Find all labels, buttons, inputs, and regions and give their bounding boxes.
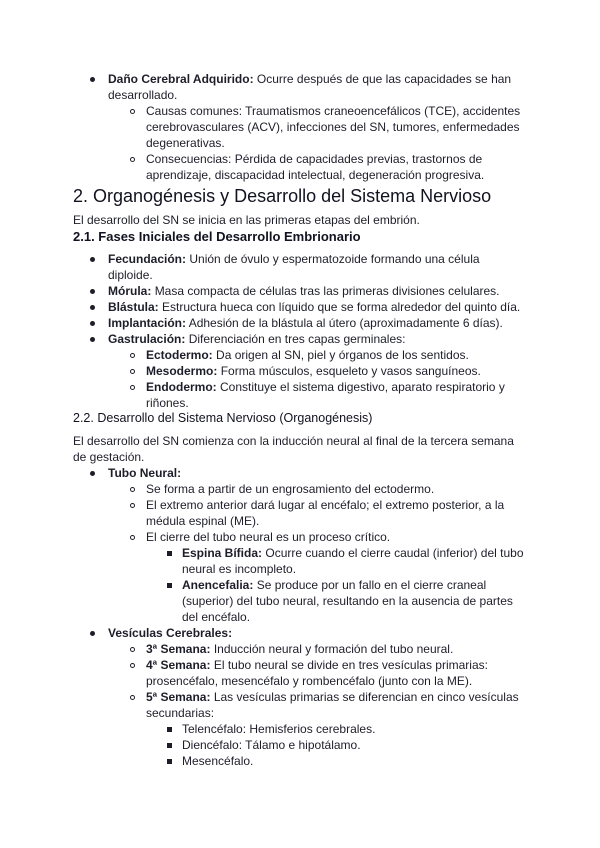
paragraph-2-2-line-2: de gestación. xyxy=(73,450,145,464)
causas-line-2: cerebrovasculares (ACV), infecciones del SN, tumores, enfermedades xyxy=(146,120,520,134)
bullet-dot xyxy=(90,77,95,82)
subsection-heading-2-1: 2.1. Fases Iniciales del Desarrollo Embrionario xyxy=(73,229,361,244)
anencefalia-text: Se produce por un fallo en el cierre craneal xyxy=(256,578,487,592)
morula-label: Mórula: xyxy=(108,284,152,298)
bullet-square xyxy=(167,583,172,588)
bullet-circle xyxy=(130,695,135,700)
anencefalia-item xyxy=(182,577,486,593)
blastula-text: Estructura hueca con líquido que se forma alrededor del quinto día. xyxy=(162,300,521,314)
gastrulacion-label: Gastrulación: xyxy=(108,332,186,346)
dano-item xyxy=(108,71,511,87)
implantacion-item xyxy=(108,315,503,331)
semana-4-label: 4ª Semana: xyxy=(146,658,211,672)
bullet-dot xyxy=(90,289,95,294)
semana-5-text: Las vesículas primarias se diferencian en cinco vesículas xyxy=(213,690,519,704)
blastula-item xyxy=(108,299,520,315)
bullet-circle xyxy=(130,385,135,390)
bullet-dot xyxy=(90,305,95,310)
fecundacion-item xyxy=(108,251,480,267)
ectodermo-text: Da origen al SN, piel y órganos de los sentidos. xyxy=(216,348,469,362)
consec-line-1: Consecuencias: Pérdida de capacidades previas, trastornos de xyxy=(146,152,483,166)
ectodermo-item xyxy=(146,347,469,363)
anencefalia-text-cont-2: del encéfalo. xyxy=(182,610,251,624)
semana-5-item xyxy=(146,689,519,705)
mesodermo-label: Mesodermo: xyxy=(146,364,218,378)
bullet-dot xyxy=(90,631,95,636)
bullet-circle xyxy=(130,647,135,652)
bullet-square xyxy=(167,743,172,748)
mesencefalo-item: Mesencéfalo. xyxy=(182,754,254,768)
espina-bifida-text-cont: neural es incompleto. xyxy=(182,562,297,576)
paragraph-2-2-line-1: El desarrollo del SN comienza con la inducción neural al final de la tercera semana xyxy=(73,434,514,448)
morula-text: Masa compacta de células tras las primeras divisiones celulares. xyxy=(154,284,500,298)
causas-line-3: degenerativas. xyxy=(146,136,225,150)
fecundacion-text: Unión de óvulo y espermatozoide formando una célula xyxy=(189,252,480,266)
mesodermo-item xyxy=(146,363,481,379)
bullet-square xyxy=(167,551,172,556)
semana-5-label: 5ª Semana: xyxy=(146,690,211,704)
semana-3-text: Inducción neural y formación del tubo neural. xyxy=(213,642,454,656)
semana-3-label: 3ª Semana: xyxy=(146,642,211,656)
tubo-a: Se forma a partir de un engrosamiento del ectodermo. xyxy=(146,482,435,496)
bullet-square xyxy=(167,759,172,764)
bullet-circle xyxy=(130,663,135,668)
vesiculas-label: Vesículas Cerebrales: xyxy=(108,626,233,640)
tubo-b-line-2: médula espinal (ME). xyxy=(146,514,260,528)
semana-4-text-cont: prosencéfalo, mesencéfalo y rombencéfalo (junto con la ME). xyxy=(146,674,473,688)
causas-line-1: Causas comunes: Traumatismos craneoencefálicos (TCE), accidentes xyxy=(146,104,521,118)
dano-text: Ocurre después de que las capacidades se han xyxy=(256,72,512,86)
bullet-dot xyxy=(90,471,95,476)
semana-3-item xyxy=(146,641,453,657)
semana-5-text-cont: secundarias: xyxy=(146,706,215,720)
subsection-heading-2-2: 2.2. Desarrollo del Sistema Nervioso (Organogénesis) xyxy=(73,411,373,425)
endodermo-item xyxy=(146,379,505,395)
blastula-label: Blástula: xyxy=(108,300,159,314)
consec-line-2: aprendizaje, discapacidad intelectual, degeneración progresiva. xyxy=(146,168,485,182)
bullet-circle xyxy=(130,369,135,374)
fecundacion-text-cont: diploide. xyxy=(108,268,153,282)
fecundacion-label: Fecundación: xyxy=(108,252,187,266)
anencefalia-text-cont-1: (superior) del tubo neural, resultando en la ausencia de partes xyxy=(182,594,513,608)
dano-label: Daño Cerebral Adquirido: xyxy=(108,72,254,86)
diencefalo-item: Diencéfalo: Tálamo e hipotálamo. xyxy=(182,738,361,752)
tubo-b-line-1: El extremo anterior dará lugar al encéfalo; el extremo posterior, a la xyxy=(146,498,505,512)
espina-bifida-label: Espina Bífida: xyxy=(182,546,263,560)
morula-item xyxy=(108,283,500,299)
espina-bifida-text: Ocurre cuando el cierre caudal (inferior) del tubo xyxy=(265,546,524,560)
semana-4-text: El tubo neural se divide en tres vesículas primarias: xyxy=(213,658,488,672)
endodermo-label: Endodermo: xyxy=(146,380,217,394)
tubo-neural-label: Tubo Neural: xyxy=(108,466,182,480)
intro-paragraph: El desarrollo del SN se inicia en las primeras etapas del embrión. xyxy=(73,213,420,227)
bullet-dot xyxy=(90,321,95,326)
bullet-circle xyxy=(130,487,135,492)
ectodermo-label: Ectodermo: xyxy=(146,348,213,362)
bullet-circle xyxy=(130,109,135,114)
anencefalia-label: Anencefalia: xyxy=(182,578,254,592)
bullet-circle xyxy=(130,157,135,162)
endodermo-text: Constituye el sistema digestivo, aparato respiratorio y xyxy=(220,380,505,394)
section-heading: 2. Organogénesis y Desarrollo del Sistema Nervioso xyxy=(73,186,492,206)
mesodermo-text: Forma músculos, esqueleto y vasos sanguíneos. xyxy=(220,364,481,378)
bullet-circle xyxy=(130,535,135,540)
tubo-c: El cierre del tubo neural es un proceso crítico. xyxy=(146,530,391,544)
gastrulacion-item xyxy=(108,331,405,347)
gastrulacion-text: Diferenciación en tres capas germinales: xyxy=(188,332,406,346)
endodermo-text-cont: riñones. xyxy=(146,396,189,410)
bullet-circle xyxy=(130,353,135,358)
dano-text-cont: desarrollado. xyxy=(108,88,178,102)
bullet-square xyxy=(167,727,172,732)
implantacion-text: Adhesión de la blástula al útero (aproximadamente 6 días). xyxy=(188,316,503,330)
bullet-dot xyxy=(90,337,95,342)
bullet-dot xyxy=(90,257,95,262)
telencefalo-item: Telencéfalo: Hemisferios cerebrales. xyxy=(182,722,376,736)
implantacion-label: Implantación: xyxy=(108,316,187,330)
bullet-circle xyxy=(130,503,135,508)
semana-4-item xyxy=(146,657,488,673)
espina-bifida-item xyxy=(182,545,524,561)
